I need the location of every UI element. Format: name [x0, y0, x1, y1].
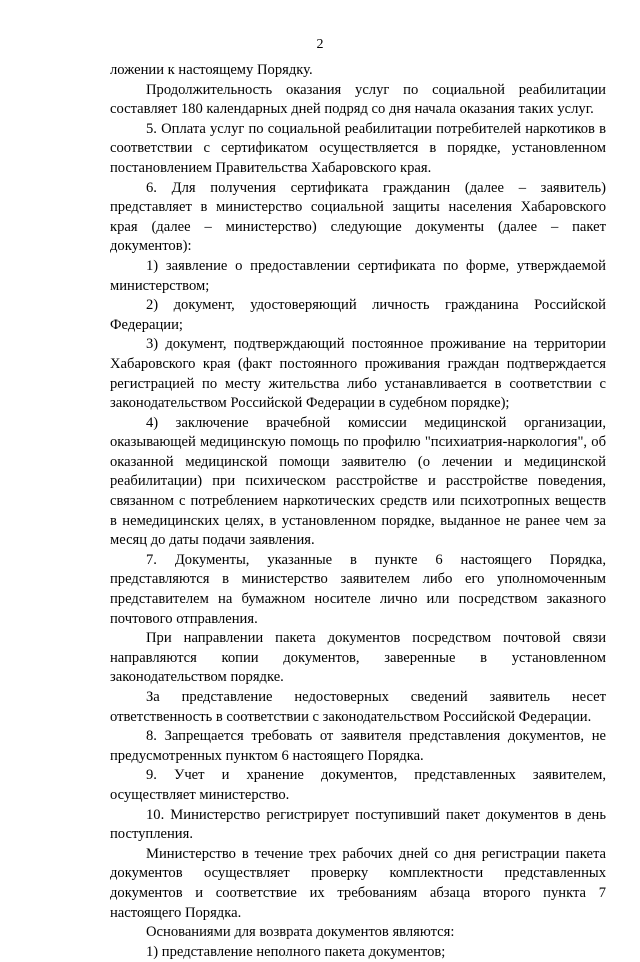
- paragraph: 7. Документы, указанные в пункте 6 настоящего Порядка, представляются в министерство заявителем либо его уполномоченным представителем на бумажном носителе лично или посредством заказного почтового отправления.: [110, 551, 606, 627]
- list-item: 1) заявление о предоставлении сертификата по форме, утверждаемой министерством;: [110, 257, 606, 294]
- paragraph: 10. Министерство регистрирует поступивший пакет документов в день поступления.: [110, 806, 606, 843]
- page-number: 2: [316, 37, 324, 52]
- paragraph: 8. Запрещается требовать от заявителя представления документов, не предусмотренных пунктом 6 настоящего Порядка.: [110, 728, 606, 764]
- document-body: [110, 61, 606, 962]
- paragraph: 9. Учет и хранение документов, представленных заявителем, осуществляет министерство.: [110, 767, 606, 803]
- paragraph: Основаниями для возврата документов являются:: [146, 924, 455, 941]
- paragraph: Министерство в течение трех рабочих дней со дня регистрации пакета документов осуществляет проверку комплектности представленных документов и соответствие их требованиям абзаца второго пункта 7 настоящего Порядка.: [110, 845, 606, 921]
- list-item: 1) представление неполного пакета документов;: [146, 943, 446, 960]
- paragraph: ложении к настоящему Порядку.: [110, 62, 313, 78]
- list-item: 4) заключение врачебной комиссии медицинской организации, оказывающей медицинскую помощь по профилю "психиатрия-наркология", об оказанной медицинской помощи заявителю (о лечении и медицинской реабилитации) при психическом расстройстве и расстройстве поведения, связанном с потреблением наркотических средств или психотропных веществ в немедицинских целях, в установленном порядке, выданное не ранее чем за месяц до даты подачи заявления.: [110, 414, 606, 549]
- paragraph: За представление недостоверных сведений заявитель несет ответственность в соответствии с законодательством Российской Федерации.: [110, 689, 606, 725]
- paragraph: 6. Для получения сертификата гражданин (далее – заявитель) представляет в министерство социальной защиты населения Хабаровского края (далее – министерство) следующие документы (далее – пакет документов):: [110, 179, 606, 255]
- list-item: 3) документ, подтверждающий постоянное проживание на территории Хабаровского края (факт постоянного проживания граждан подтверждается регистрацией по месту жительства либо устанавливается в соответствии с законодательством Российской Федерации в судебном порядке);: [110, 336, 606, 412]
- list-item: 2) документ, удостоверяющий личность гражданина Российской Федерации;: [110, 297, 606, 333]
- paragraph: При направлении пакета документов посредством почтовой связи направляются копии документов, заверенные в установленном законодательством порядке.: [110, 630, 606, 686]
- paragraph: 5. Оплата услуг по социальной реабилитации потребителей наркотиков в соответствии с сертификатом осуществляется в порядке, установленном постановлением Правительства Хабаровского края.: [110, 120, 606, 176]
- paragraph: Продолжительность оказания услуг по социальной реабилитации составляет 180 календарных дней подряд со дня начала оказания таких услуг.: [110, 81, 606, 118]
